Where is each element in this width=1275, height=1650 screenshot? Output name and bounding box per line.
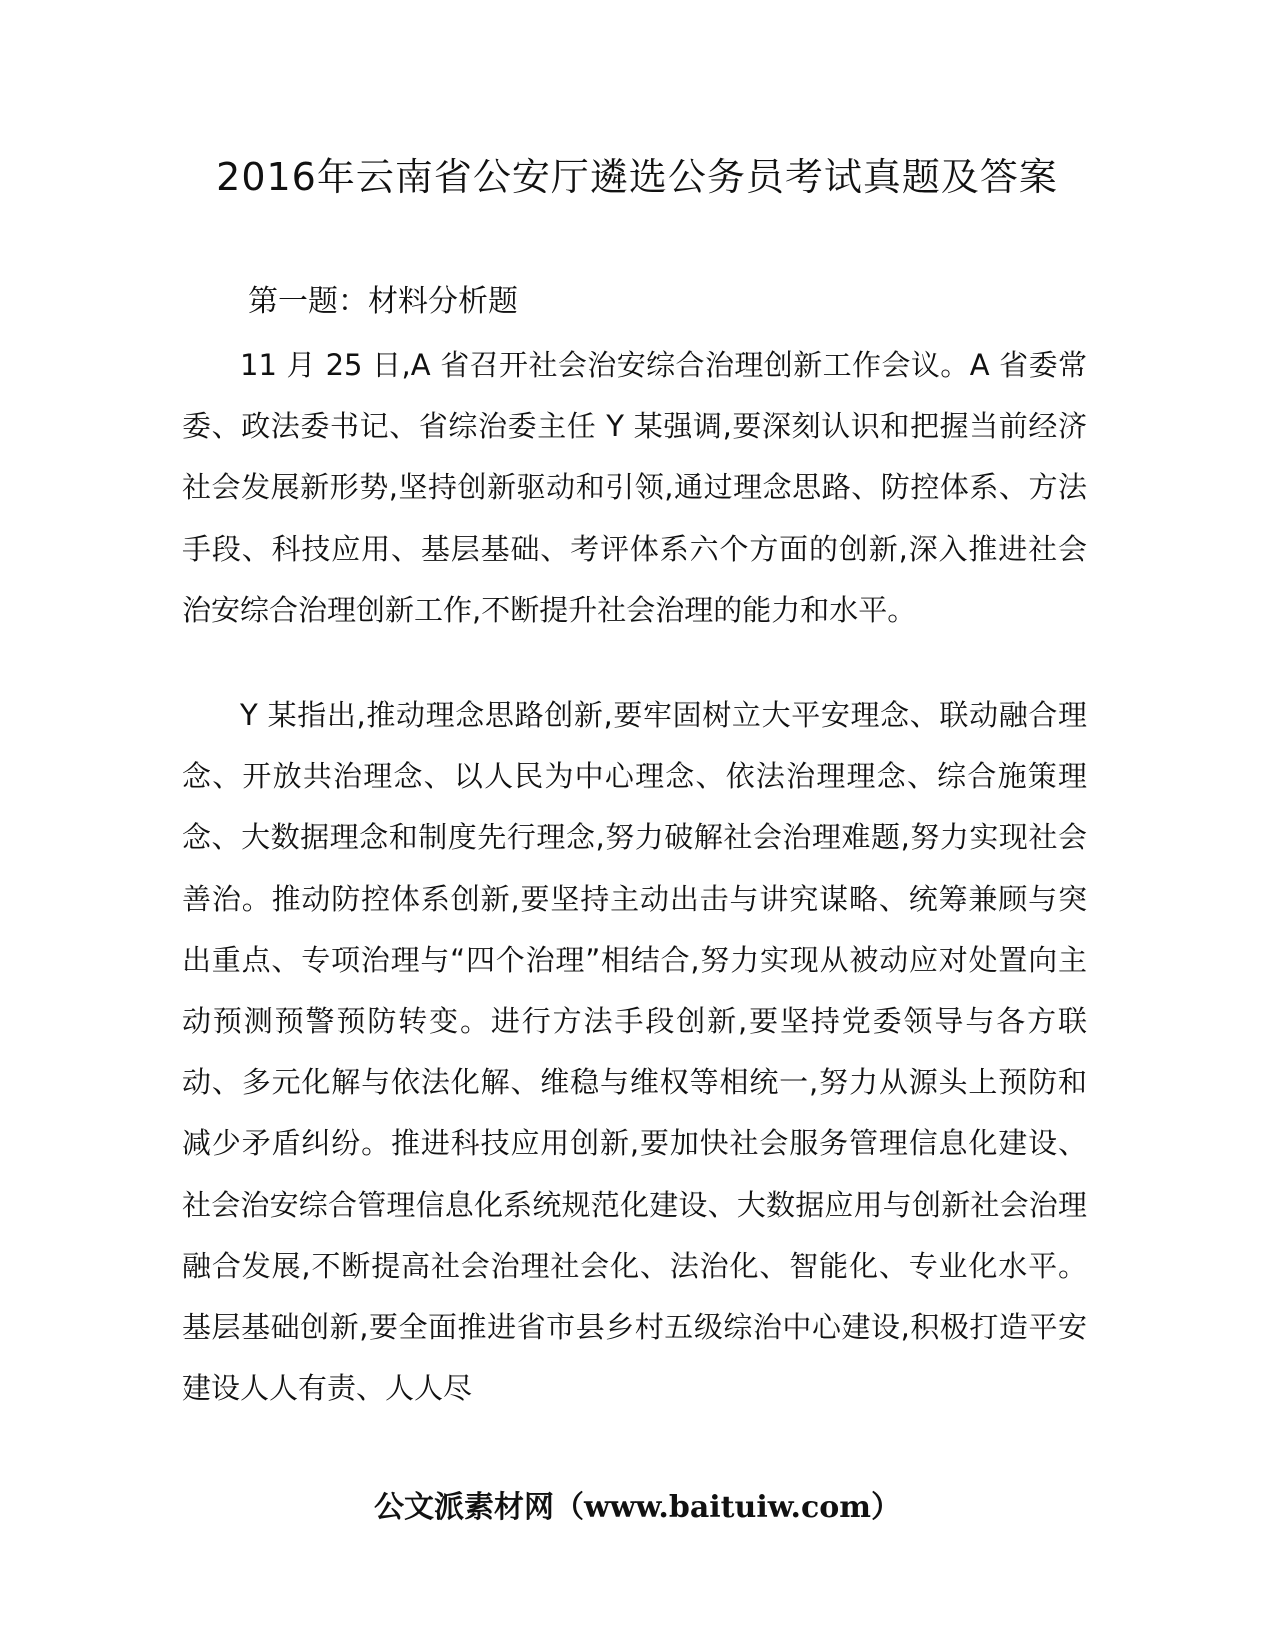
body-paragraph-1: 11 月 25 日,A 省召开社会治安综合治理创新工作会议。A 省委常委、政法委书记、省综治委主任 Y 某强调,要深刻认识和把握当前经济社会发展新形势,坚持创新驱动和引领,通过理念思路、防控体系、方法手段、科技应用、基层基础、考评体系六个方面的创新,深入推进社会治安综合治理创新工作,不断提升社会治理的能力和水平。: [182, 348, 1087, 627]
body-paragraph-2: Y 某指出,推动理念思路创新,要牢固树立大平安理念、联动融合理念、开放共治理念、以人民为中心理念、依法治理理念、综合施策理念、大数据理念和制度先行理念,努力破解社会治理难题,努力实现社会善治。推动防控体系创新,要坚持主动出击与讲究谋略、统筹兼顾与突出重点、专项治理与“四个治理”相结合,努力实现从被动应对处置向主动预测预警预防转变。进行方法手段创新,要坚持党委领导与各方联动、多元化解与依法化解、维稳与维权等相统一,努力从源头上预防和减少矛盾纠纷。推进科技应用创新,要加快社会服务管理信息化建设、社会治安综合管理信息化系统规范化建设、大数据应用与创新社会治理融合发展,不断提高社会治理社会化、法治化、智能化、专业化水平。基层基础创新,要全面推进省市县乡村五级综治中心建设,积极打造平安建设人人有责、人人尽: [182, 698, 1087, 1406]
footer-watermark: 公文派素材网（www.baituiw.com）: [373, 1490, 902, 1525]
document-title: 2016年云南省公安厅遴选公务员考试真题及答案: [216, 155, 1058, 199]
section-heading: 第一题：材料分析题: [248, 284, 518, 319]
